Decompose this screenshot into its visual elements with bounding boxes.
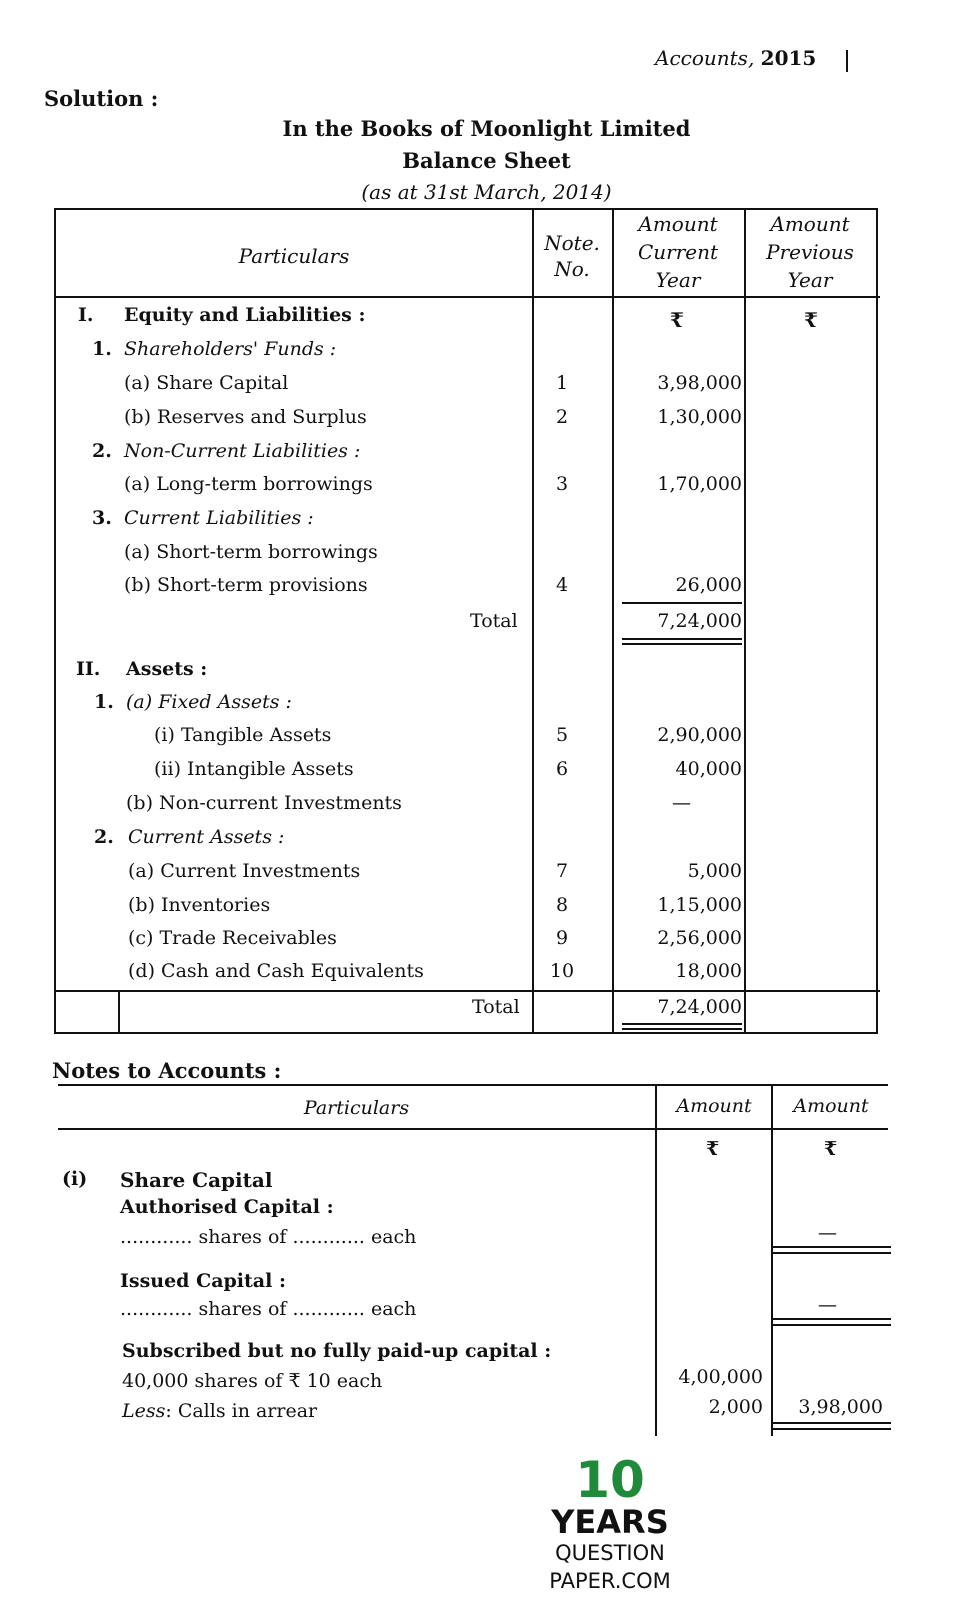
header-separator [56, 296, 880, 298]
row-amount: 26,000 [675, 574, 742, 596]
balance-sheet-table [54, 208, 878, 1034]
note-authorised-capital: Authorised Capital : [120, 1196, 334, 1218]
total-rule-bottom [622, 643, 742, 645]
statement-date-text: (as at 31st March, 2014) [361, 180, 612, 204]
row-text: Assets : [126, 658, 208, 680]
row-note: 4 [555, 574, 569, 596]
notes-header-amount-2: Amount [793, 1095, 869, 1117]
table-row [56, 541, 876, 571]
table-row [56, 440, 876, 470]
row-text: Total [470, 610, 518, 632]
rupee-current: ₹ [670, 308, 684, 332]
row-label: II. [76, 658, 101, 680]
row-text: (ii) Intangible Assets [154, 758, 354, 780]
row-text: (a) Long-term borrowings [124, 473, 373, 495]
table-row [56, 927, 876, 957]
watermark-word: YEARS [551, 1503, 669, 1541]
statement-date [0, 180, 973, 204]
grand-total-rule-top [622, 1023, 742, 1025]
table-row [56, 304, 876, 334]
row-amount: 1,30,000 [657, 406, 742, 428]
row-amount: 18,000 [675, 960, 742, 982]
row-note: 3 [555, 473, 569, 495]
watermark-number: 10 [575, 1451, 645, 1509]
row-amount: 7,24,000 [657, 996, 742, 1018]
row-amount: 1,15,000 [657, 894, 742, 916]
table-row-total [56, 610, 876, 640]
row-text: (b) Reserves and Surplus [124, 406, 367, 428]
row-amount: 2,90,000 [657, 724, 742, 746]
note-share-capital: Share Capital [120, 1168, 273, 1192]
table-row [56, 792, 876, 822]
notes-header-amount-1: Amount [676, 1095, 752, 1117]
row-label: 1. [94, 691, 114, 713]
row-note: 6 [555, 758, 569, 780]
row-note: 2 [555, 406, 569, 428]
row-note: 7 [555, 860, 569, 882]
row-label: 1. [92, 338, 112, 360]
issued-rule-2 [773, 1324, 891, 1326]
subtotal-rule [622, 602, 742, 604]
row-note: 9 [555, 927, 569, 949]
rupee-previous: ₹ [804, 308, 818, 332]
table-row [56, 894, 876, 924]
row-amount: 2,56,000 [657, 927, 742, 949]
header-divider [846, 50, 848, 72]
note-less-amount: 2,000 [708, 1396, 763, 1418]
note-issued-line: ............ shares of ............ each [120, 1298, 417, 1320]
authorised-rule-1 [773, 1246, 891, 1248]
row-text: Total [472, 996, 520, 1018]
running-year: 2015 [760, 46, 817, 70]
table-row [56, 372, 876, 402]
table-row [56, 658, 876, 688]
net-rule-2 [773, 1428, 891, 1430]
row-text: (a) Fixed Assets : [126, 691, 292, 713]
row-text: (c) Trade Receivables [128, 927, 337, 949]
table-row [56, 691, 876, 721]
table-row [56, 860, 876, 890]
table-row [56, 338, 876, 368]
net-rule-1 [773, 1422, 891, 1424]
total-row-separator [56, 990, 880, 992]
notes-heading: Notes to Accounts : [52, 1058, 282, 1083]
row-amount: 1,70,000 [657, 473, 742, 495]
row-amount: — [672, 792, 691, 814]
row-label: 2. [92, 440, 112, 462]
table-row [56, 574, 876, 604]
row-text: (d) Cash and Cash Equivalents [128, 960, 424, 982]
row-amount: 5,000 [687, 860, 742, 882]
note-subscribed-amount: 4,00,000 [678, 1366, 763, 1388]
notes-header-particulars: Particulars [303, 1097, 410, 1119]
row-text: (b) Short-term provisions [124, 574, 368, 596]
row-note: 1 [555, 372, 569, 394]
row-text: Equity and Liabilities : [124, 304, 366, 326]
row-note: 5 [555, 724, 569, 746]
solution-label: Solution : [44, 86, 159, 111]
table-row [56, 758, 876, 788]
row-amount: 40,000 [675, 758, 742, 780]
note-authorised-amount: — [818, 1222, 837, 1244]
note-item-number: (i) [62, 1168, 88, 1190]
table-row [56, 724, 876, 754]
row-label: 3. [92, 507, 112, 529]
header-amount-previous: Amount Previous Year [766, 212, 854, 292]
issued-rule-1 [773, 1318, 891, 1320]
notes-rupee-1: ₹ [706, 1138, 720, 1160]
authorised-rule-2 [773, 1252, 891, 1254]
row-note: 8 [555, 894, 569, 916]
table-row [56, 507, 876, 537]
notes-rupee-2: ₹ [824, 1138, 838, 1160]
row-text: (a) Current Investments [128, 860, 361, 882]
running-title: Accounts, [655, 46, 755, 70]
header-particulars: Particulars [238, 244, 350, 268]
notes-top-rule [58, 1084, 888, 1086]
row-note: 10 [549, 960, 575, 982]
note-less-italic: Less [122, 1400, 166, 1422]
row-text: (a) Share Capital [124, 372, 289, 394]
header-amount-current: Amount Current Year [637, 212, 719, 292]
row-amount: 3,98,000 [657, 372, 742, 394]
grand-total-rule-bottom [622, 1028, 742, 1030]
row-label: 2. [94, 826, 114, 848]
note-authorised-line: ............ shares of ............ each [120, 1226, 417, 1248]
note-subscribed-line: 40,000 shares of ₹ 10 each [122, 1370, 383, 1392]
watermark-site: QUESTION PAPER.COM [549, 1541, 671, 1593]
note-less-text: : Calls in arrear [165, 1400, 318, 1422]
table-row [56, 473, 876, 503]
row-text: Current Assets : [128, 826, 285, 848]
table-row-total [56, 996, 876, 1026]
company-title: In the Books of Moonlight Limited [282, 116, 691, 141]
table-row [56, 960, 876, 990]
row-text: (a) Short-term borrowings [124, 541, 378, 563]
row-amount: 7,24,000 [657, 610, 742, 632]
row-text: Non-Current Liabilities : [124, 440, 361, 462]
note-net-amount: 3,98,000 [798, 1396, 883, 1418]
watermark-logo [500, 1451, 720, 1595]
row-text: Current Liabilities : [124, 507, 314, 529]
statement-title: Balance Sheet [402, 148, 571, 173]
table-row [56, 406, 876, 436]
total-rule-top [622, 638, 742, 640]
row-label: I. [78, 304, 94, 326]
note-issued-amount: — [818, 1294, 837, 1316]
table-row [56, 826, 876, 856]
note-less-line [122, 1400, 317, 1428]
row-text: (b) Inventories [128, 894, 271, 916]
running-header [655, 46, 816, 70]
notes-col-divider-2 [771, 1086, 773, 1436]
header-note-no: Note. No. [544, 231, 600, 281]
row-text: (i) Tangible Assets [154, 724, 332, 746]
note-issued-capital: Issued Capital : [120, 1270, 286, 1292]
row-text: Shareholders' Funds : [124, 338, 337, 360]
note-subscribed-capital: Subscribed but no fully paid-up capital : [122, 1340, 552, 1362]
row-text: (b) Non-current Investments [126, 792, 402, 814]
notes-header-rule [58, 1128, 888, 1130]
